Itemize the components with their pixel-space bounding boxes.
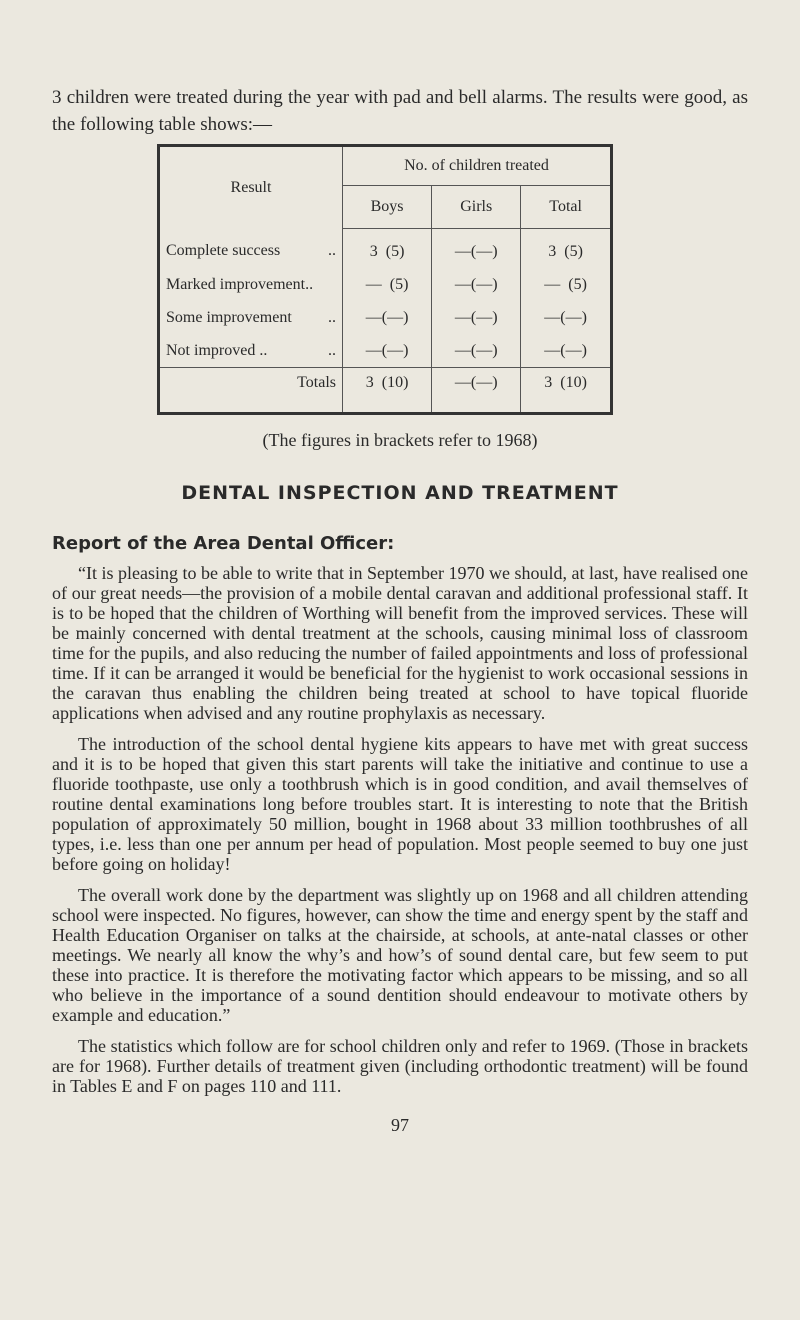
group-header: No. of children treated — [343, 146, 612, 186]
row-label: Not improved .. — [166, 341, 268, 359]
leader-dots: .. — [328, 308, 336, 326]
cell: 3 (5) — [521, 229, 612, 269]
cell: —(—) — [343, 301, 432, 334]
table-row — [159, 268, 612, 301]
cell: —(—) — [343, 334, 432, 368]
row-label: Complete success — [166, 242, 281, 260]
result-header: Result — [230, 178, 272, 196]
paragraph: The statistics which follow are for school children only and refer to 1969. (Those in brackets are for 1968). Further details of treatment given (including orthodontic treatment) will be found in Tables E and F on pages 110 and 111. — [52, 1036, 748, 1096]
cell: —(—) — [432, 268, 521, 301]
cell: —(—) — [521, 334, 612, 368]
cell: —(—) — [432, 334, 521, 368]
paragraph: The overall work done by the department was slightly up on 1968 and all children attending school were inspected. No figures, however, can show the time and energy spent by the staff and Health Education Organiser on talks at the chairside, at schools, at ante-natal classes or other meetings. We nearly all know the why’s and how’s of sound dental care, but few seem to put these into practice. It is therefore the motivating factor which appears to be missing, and so all who believe in the importance of a sound dentition should endeavour to motivate others by example and education.” — [52, 885, 748, 1025]
paragraph: “It is pleasing to be able to write that in September 1970 we should, at last, have realised one of our great needs—the provision of a mobile dental caravan and additional professional staff. It is to be hoped that the children of Worthing will benefit from the improved services. These will be mainly concerned with dental treatment at the schools, causing minimal loss of classroom time for the pupils, and also reducing the number of failed appointments and loss of professional time. If it can be arranged it would be beneficial for the hygienist to work occasional sessions in the caravan thus enabling the children being treated at school to have topical fluoride applications when advised and any routine prophylaxis as necessary. — [52, 563, 748, 723]
results-table — [157, 144, 613, 415]
row-label: Marked improvement.. — [166, 275, 314, 293]
totals-label: Totals — [159, 368, 343, 414]
table-row — [159, 229, 612, 269]
intro-paragraph: 3 children were treated during the year with pad and bell alarms. The results were good, as the following table shows:— — [52, 87, 748, 135]
cell: —(—) — [432, 301, 521, 334]
section-heading: DENTAL INSPECTION AND TREATMENT — [181, 482, 619, 504]
leader-dots: .. — [328, 341, 336, 359]
table-caption: (The figures in brackets refer to 1968) — [262, 430, 538, 450]
col-boys: Boys — [343, 186, 432, 229]
totals-row — [159, 368, 612, 414]
cell: —(—) — [432, 368, 521, 414]
cell: 3 (10) — [343, 368, 432, 414]
report-subheading: Report of the Area Dental Officer: — [52, 533, 395, 554]
cell: — (5) — [343, 268, 432, 301]
page-number: 97 — [391, 1115, 409, 1135]
col-girls: Girls — [432, 186, 521, 229]
table-row — [159, 334, 612, 368]
cell: —(—) — [432, 229, 521, 269]
row-label: Some improvement — [166, 308, 292, 326]
cell: —(—) — [521, 301, 612, 334]
paragraph: The introduction of the school dental hygiene kits appears to have met with great success and it is to be hoped that given this start parents will take the initiative and continue to use a fluoride toothpaste, use only a toothbrush which is in good condition, and avail themselves of routine dental examinations long before troubles start. It is interesting to note that the British population of approximately 50 million, bought in 1968 about 33 million toothbrushes of all types, i.e. less than one per annum per head of population. Most people seemed to buy one just before going on holiday! — [52, 734, 748, 874]
leader-dots: .. — [328, 242, 336, 260]
table-row — [159, 301, 612, 334]
cell: 3 (5) — [343, 229, 432, 269]
cell: — (5) — [521, 268, 612, 301]
col-total: Total — [521, 186, 612, 229]
report-body — [52, 563, 748, 1096]
cell: 3 (10) — [521, 368, 612, 414]
